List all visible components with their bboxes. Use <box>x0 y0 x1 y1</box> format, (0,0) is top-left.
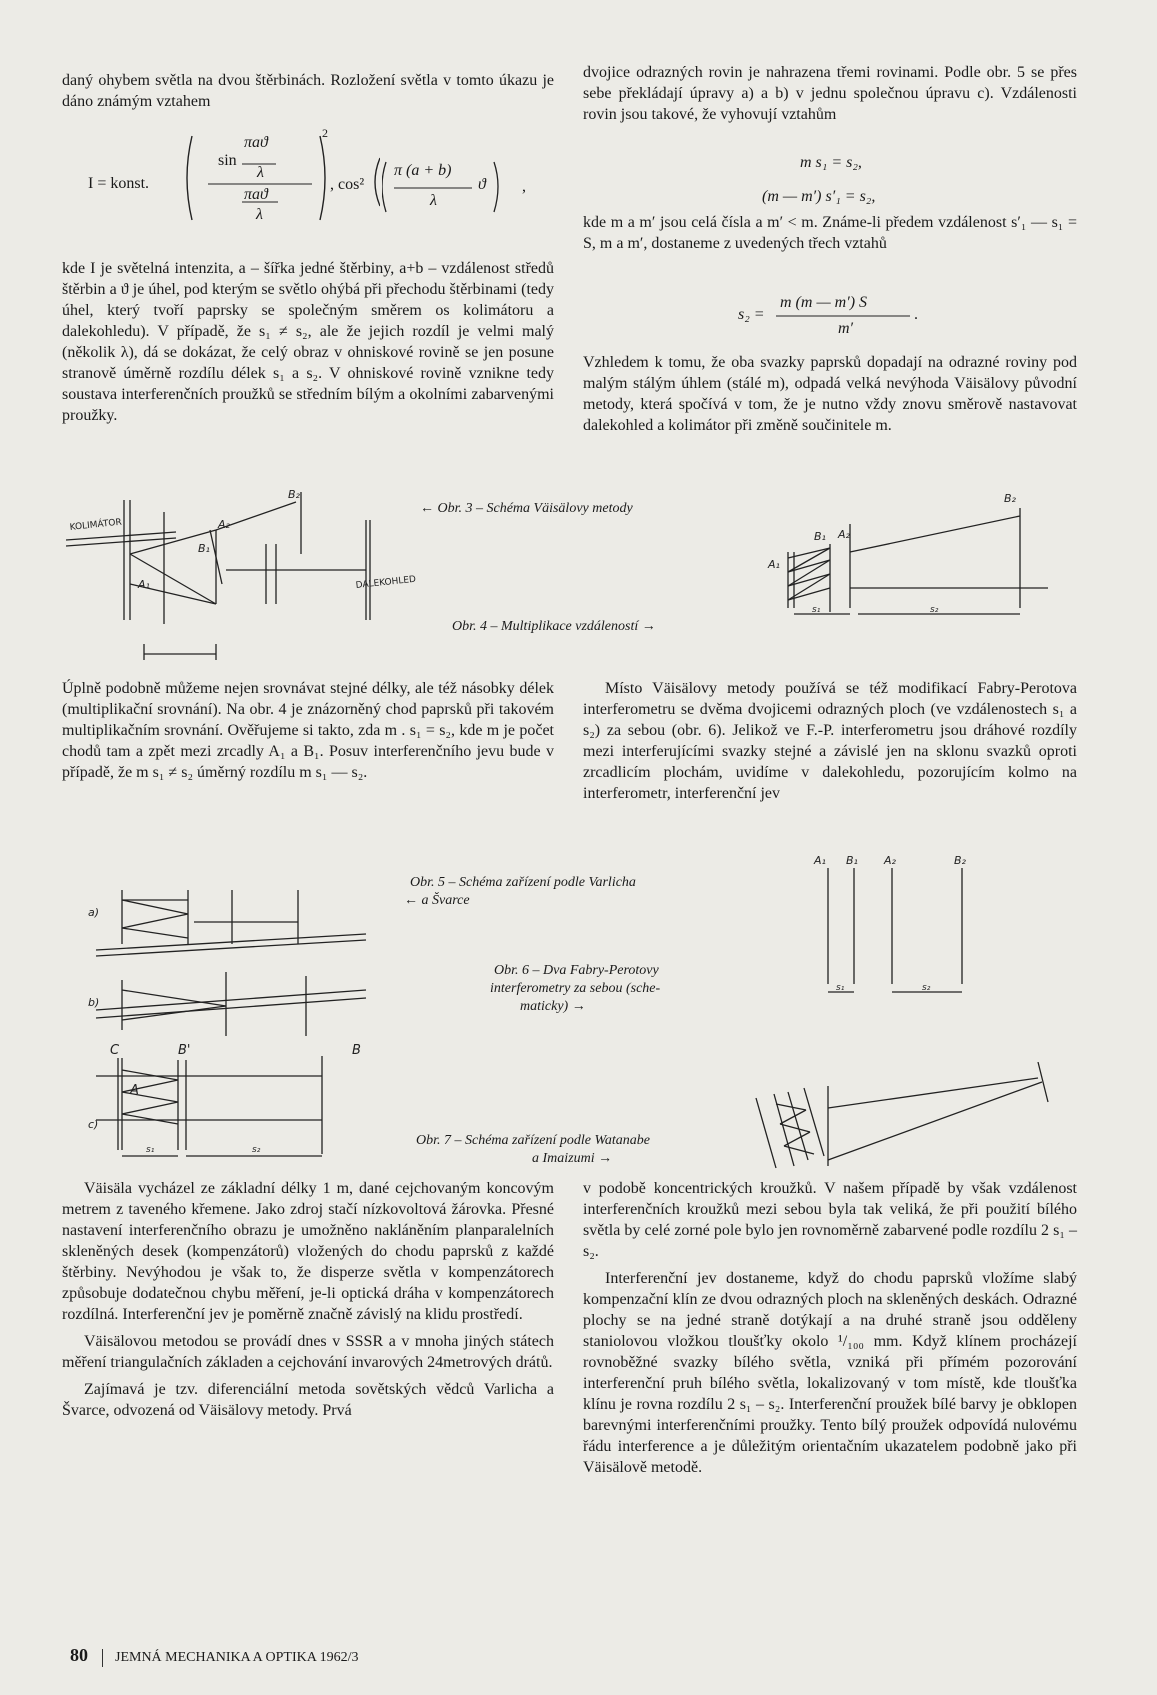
eq3-numerator: m (m — m′) S <box>780 294 868 311</box>
formula-lambda-top: λ <box>257 164 264 181</box>
paragraph: Místo Väisälovy metody používá se též modifikací Fabry-Perotova interferometru se dvěma dvojicemi odrazných ploch (ve vzdálenostech s₁ a s₂) za sebou (obr. 6). Jelikož ve F.-P. interferometru jsou dráhové rozdíly mezi interferujícími svazky stejné a závislé jen na sklonu svazků oproti zrcadlicím plochám, uvidíme v dalekohledu, pozorujícím kolmo na interferometr, interferenční jev <box>583 680 1077 802</box>
label-a2: A₂ <box>884 854 896 867</box>
right-column-p4 <box>583 678 1077 810</box>
formula-cos: , cos² <box>330 176 365 193</box>
label-c: c) <box>88 1118 99 1131</box>
label-dalekohled: DALEKOHLED <box>355 574 417 591</box>
label-s1: s₁ <box>812 605 821 615</box>
figure-4-multiplication <box>758 488 1078 628</box>
label-b1: B₁ <box>814 530 826 543</box>
caption-obr4: Obr. 4 – Multiplikace vzdáleností → <box>452 619 656 634</box>
footer-divider <box>102 1649 103 1667</box>
left-column-top <box>62 70 554 118</box>
caption-obr6-line3: maticky) → <box>520 999 586 1014</box>
formula-lambda-bottom: λ <box>256 206 263 223</box>
label-b: b) <box>88 996 100 1009</box>
page-footer <box>70 1645 358 1667</box>
label-a1: A₁ <box>138 578 150 591</box>
paragraph: Väisälovou metodou se provádí dnes v SSSR a v mnoha jiných státech měření triangulačních základen a cejchování invarových 24metrových drátů. <box>62 1333 554 1371</box>
figure-5-varlich-svarec <box>66 880 386 1170</box>
formula-sin: sin <box>218 152 237 169</box>
label-a: a) <box>88 906 100 919</box>
paragraph: Zajímavá je tzv. diferenciální metoda sovětských vědců Varlicha a Švarce, odvozená od Väisälovy metody. Prvá <box>62 1381 554 1419</box>
label-s2: s₂ <box>930 605 939 615</box>
paragraph: v podobě koncentrických kroužků. V našem případě by však vzdálenost interferenčních kroužků mezi sebou byla tak veliká, že při použití bílého světla by celé zorné pole bylo jen rovnoměrně zabarvené podle rozdílu 2 s₁ – s₂. <box>583 1180 1077 1260</box>
label-kolimator: KOLIMÁTOR <box>69 517 123 533</box>
eq3-tail: . <box>914 306 918 323</box>
page-number: 80 <box>70 1645 88 1665</box>
cos-numerator: π (a + b) <box>394 162 452 179</box>
right-column-top <box>583 62 1077 131</box>
eq3-fraction-bar <box>776 314 916 318</box>
left-column-p1 <box>62 258 554 432</box>
equation-1: m s₁ = s₂, <box>800 154 862 171</box>
formula-power: 2 <box>322 126 328 140</box>
label-s1: s₁ <box>836 983 845 993</box>
figure-7-watanabe-imaizumi <box>748 1062 1108 1172</box>
label-s2: s₂ <box>922 983 931 993</box>
right-column-lower <box>583 1178 1077 1484</box>
intro-paragraph: daný ohybem světla na dvou štěrbinách. Rozložení světla v tomto úkazu je dáno známým vztahem <box>62 72 554 110</box>
paragraph: Interferenční jev dostaneme, když do chodu paprsků vložíme slabý kompenzační klín ze dvou odrazných ploch na skleněných deskách. Odrazné plochy se na jedné straně dotýkají a na druhé straně jsou odděleny staniolovou vložkou tloušťky okolo ¹/₁₀₀ mm. Když klínem procházejí rovnoběžné svazky bílého světla, vzniká při přímém pozorování interferenční pruh bílého světla, lokalizovaný v tom místě, kde tloušťka klínu je rovna rozdílu 2 s₁ – s₂. Interferenční proužek bílé barvy je obklopen barevnými interferenčními proužky. Tento bílý proužek odpovídá nulovému řádu interference a je důležitým orientačním ukazatelem podobně jako při Väisälově metodě. <box>583 1270 1077 1476</box>
right-column-p3 <box>583 352 1077 442</box>
journal-title: JEMNÁ MECHANIKA A OPTIKA 1962/3 <box>115 1650 359 1665</box>
label-a2: A₂ <box>218 518 230 531</box>
label-b2: B₂ <box>954 854 966 867</box>
paragraph: Vzhledem k tomu, že oba svazky paprsků dopadají na odrazné roviny pod malým stálým úhlem (stálé m), odpadá velká nevýhoda Väisälovy původní metody, která spočívá v tom, že je nutno vždy znovu směrově nastavovat dalekohled a kolimátor při změně součinitele m. <box>583 354 1077 434</box>
figure-3-vaisala-scheme <box>66 484 436 664</box>
formula-lhs: I = konst. <box>88 175 150 192</box>
paragraph: dvojice odrazných rovin je nahrazena třemi rovinami. Podle obr. 5 se přes sebe překládají úpravy a) a b) v jednu společnou úpravu c). Vzdálenosti rovin jsou takové, že vyhovují vztahům <box>583 64 1077 123</box>
figure-6-fabry-perot <box>812 852 1012 1002</box>
label-b2: B₂ <box>288 488 300 501</box>
caption-obr5-line2: ← a Švarce <box>404 893 470 908</box>
caption-obr3: ← Obr. 3 – Schéma Väisälovy metody <box>420 501 633 516</box>
label-C: C <box>110 1043 120 1058</box>
caption-obr6-line2: interferometry za sebou (sche- <box>490 981 661 996</box>
caption-obr5-line1: Obr. 5 – Schéma zařízení podle Varlicha <box>410 875 636 890</box>
paragraph: kde m a m′ jsou celá čísla a m′ < m. Známe-li předem vzdálenost s′₁ — s₁ = S, m a m′, dostaneme z uvedených třech vztahů <box>583 214 1077 252</box>
cos-denominator: λ <box>430 192 437 209</box>
label-a1: A₁ <box>814 854 826 867</box>
label-a2: A₂ <box>838 528 850 541</box>
formula-numerator-top: πaϑ <box>244 134 268 151</box>
equation-2: (m — m′) s′₁ = s₂, <box>762 188 876 205</box>
eq3-lhs: s₂ = <box>738 306 765 323</box>
label-s2: s₂ <box>252 1145 261 1155</box>
left-column-p2 <box>62 678 554 789</box>
right-column-p2 <box>583 212 1077 260</box>
label-Bprime: B' <box>178 1043 191 1058</box>
label-b2: B₂ <box>1004 492 1016 505</box>
caption-obr7-line2: a Imaizumi → <box>532 1151 613 1166</box>
left-column-lower <box>62 1178 554 1427</box>
formula-tail: , <box>522 178 526 195</box>
label-b1: B₁ <box>846 854 858 867</box>
label-A: A <box>130 1083 139 1098</box>
eq3-denominator: m′ <box>838 320 854 337</box>
paragraph: Úplně podobně můžeme nejen srovnávat stejné délky, ale též násobky délek (multiplikační srovnání). Na obr. 4 je znázorněný chod paprsků při takovém multiplikačním srovnání. Ověřujeme si takto, zda m . s₁ = s₂, kde m je počet chodů tam a zpět mezi zrcadly A₁ a B₁. Posuv interferenčního jevu bude v případě, že m s₁ ≠ s₂ úměrný rozdílu m s₁ — s₂. <box>62 680 554 781</box>
formula-numerator-bottom: πaϑ <box>244 186 268 203</box>
label-s1: s₁ <box>146 1145 155 1155</box>
caption-obr6-line1: Obr. 6 – Dva Fabry-Perotovy <box>494 963 659 978</box>
paragraph: Väisäla vycházel ze základní délky 1 m, dané cejchovaným koncovým metrem z taveného křemene. Jako zdroj stačí nízkovoltová žárovka. Přesné nastavení interferenčního obrazu je umožněno nakláněním planparalelních skleněných desek (kompenzátorů) vložených do chodu paprsků z každé štěrbiny. Nevýhodou je však to, že disperze světla v kompenzátorech způsobuje dodatečnou chybu měření, je-li optická dráha v kompenzátorech rozdílná. Interferenční jev je poměrně značně závislý na klidu prostředí. <box>62 1180 554 1323</box>
label-b1: B₁ <box>198 542 210 555</box>
caption-obr7-line1: Obr. 7 – Schéma zařízení podle Watanabe <box>416 1133 650 1148</box>
paragraph: kde I je světelná intenzita, a – šířka jedné štěrbiny, a+b – vzdálenost středů štěrbin a ϑ je úhel, pod kterým se světlo ohýbá při přechodu štěrbinami (tedy úhel, který tvoří paprsky se společným směrem os kolimátoru a dalekohledu). V případě, že s₁ ≠ s₂, ale že jejich rozdíl je velmi malý (několik λ), dá se dokázat, že celý obraz v ohniskové rovině se jen posune stranově úměrně rozdílu délek s₁ a s₂. V ohniskové rovině vznikne tedy soustava interferenčních proužků se středním bílým a okolními zabarvenými proužky. <box>62 260 554 424</box>
label-a1: A₁ <box>768 558 780 571</box>
label-B: B <box>352 1043 361 1058</box>
cos-theta: ϑ <box>478 176 486 193</box>
